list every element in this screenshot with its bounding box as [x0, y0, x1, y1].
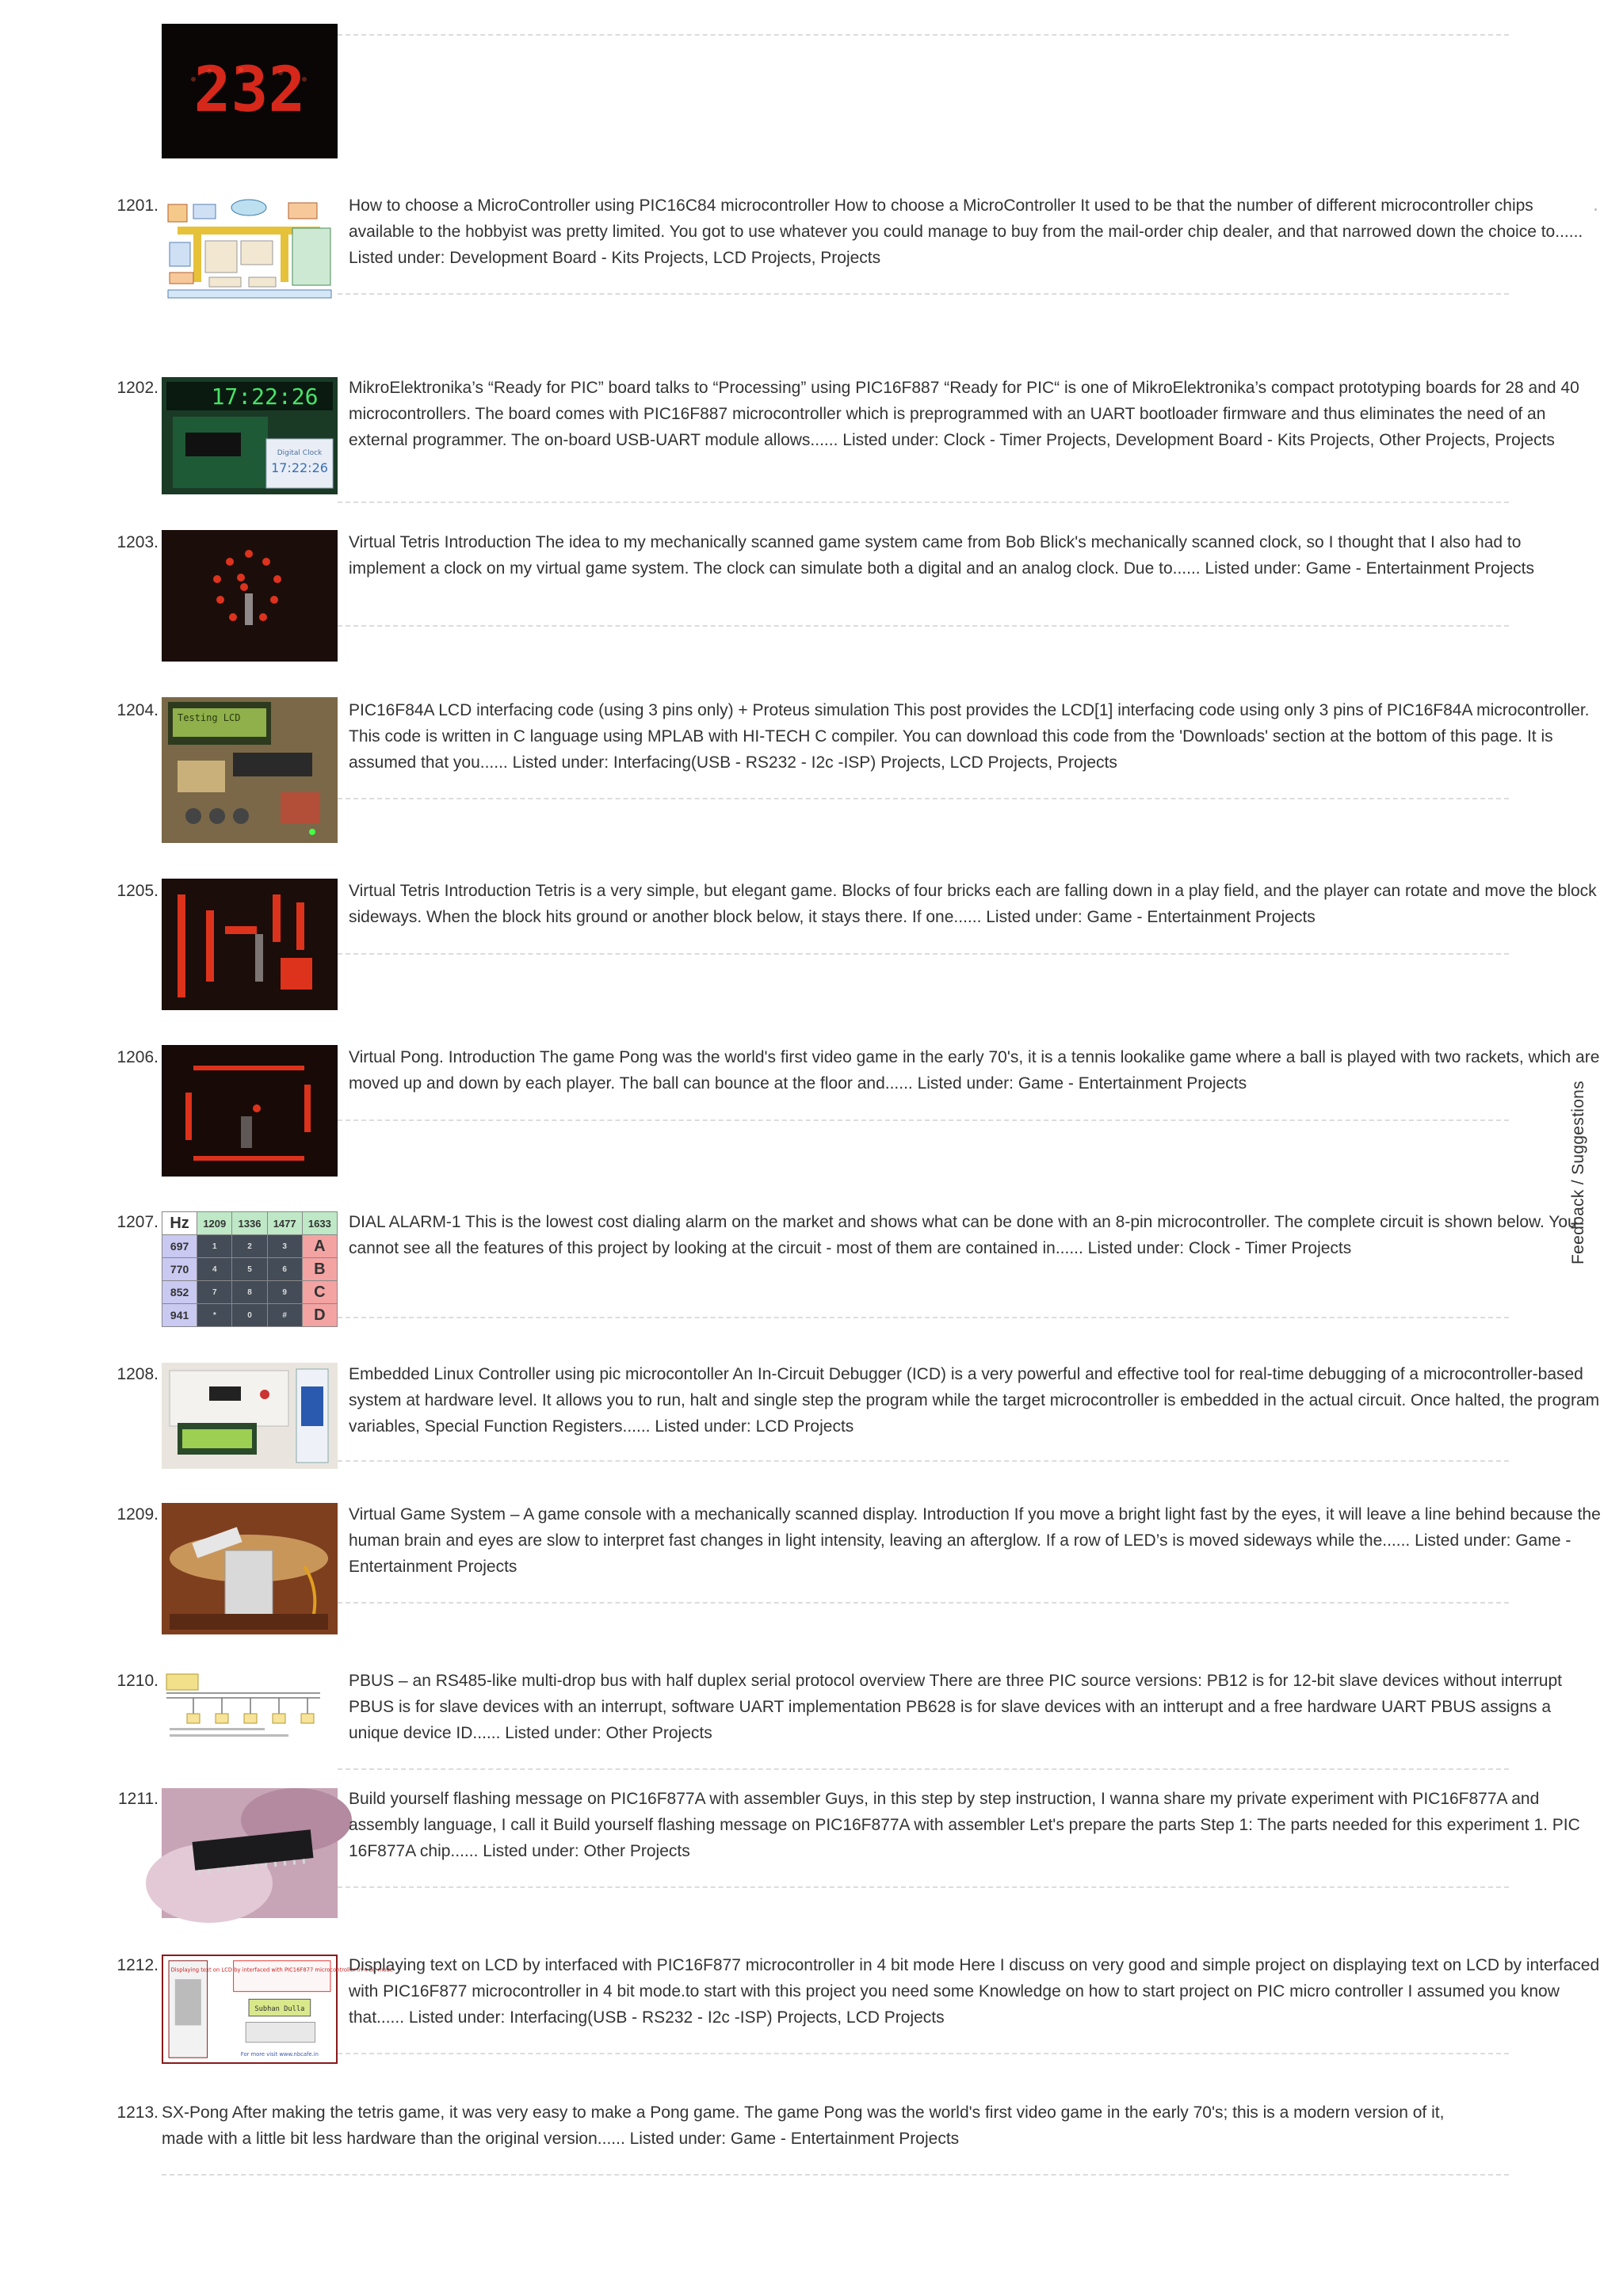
divider	[338, 2053, 1509, 2054]
divider	[338, 502, 1509, 503]
clock-label: Digital Clock	[277, 449, 323, 457]
virtual-tetris-image	[162, 879, 338, 1010]
dtmf-letter: C	[302, 1281, 337, 1304]
item-description[interactable]: PIC16F84A LCD interfacing code (using 3 pins only) + Proteus simulation This post provides the LCD[1] interfacing code using only 3 pins of PIC16F84A microcontroller. This code is written in C language using MPLAB with HI-TECH C compiler. You can download this code from the 'Downloads' section at the bottom of this page. It is assumed that you...... Listed under: Interfacing(USB - RS232 - I2c -ISP) Projects, LCD Projects, Projects	[349, 701, 1590, 772]
dtmf-letter: D	[302, 1304, 337, 1327]
game-console-image	[162, 1503, 338, 1634]
divider	[338, 625, 1509, 627]
thumbnail[interactable]	[162, 1503, 338, 1634]
divider	[338, 1886, 1509, 1888]
ready-for-pic-image	[162, 377, 338, 494]
dtmf-key: *	[197, 1304, 232, 1327]
thumbnail[interactable]	[162, 1788, 338, 1918]
thumbnail[interactable]	[162, 697, 338, 843]
item-number: 1211.	[118, 1790, 158, 1808]
poster-lcd-text: Subhan Dulla	[254, 2004, 305, 2013]
item-number: 1201.	[116, 196, 158, 215]
thumbnail[interactable]	[162, 879, 338, 1010]
feedback-tab-label: Feedback / Suggestions	[1569, 1081, 1588, 1264]
thumbnail[interactable]	[162, 1955, 393, 2064]
thumbnail[interactable]	[162, 195, 338, 302]
led-232-image	[162, 24, 338, 158]
dtmf-key: 2	[232, 1235, 267, 1258]
item-description[interactable]: PBUS – an RS485-like multi-drop bus with half duplex serial protocol overview There are three PIC source versions: PB12 is for 12-bit slave devices without interrupt PBUS is for slave devices with an interrupt, software UART implementation PB628 is for slave devices with an intterupt and a free hardware UART PBUS assigns a unique device ID...... Listed under: Other Projects	[349, 1672, 1563, 1742]
item-description[interactable]: Virtual Tetris Introduction The idea to my mechanically scanned game system came from Bob Blick's mechanically scanned clock, so I thought that I also had to implement a clock on my virtual game system. The clock can simulate both a digital and an analog clock. Due to...... Listed under: Game - Entertainment Projects	[349, 533, 1534, 578]
item-description[interactable]: MikroElektronika’s “Ready for PIC” board talks to “Processing” using PIC16F887 “Ready for PIC“ is one of MikroElektronika’s compact prototyping boards for 28 and 40 microcontrollers. The board comes with PIC16F887 microcontroller which is preprogrammed with an UART bootloader firmware and thus eliminates the need of an external programmer. The on-board USB-UART module allows...... Listed under: Clock - Timer Projects, Development Board - Kits Projects, Other Projects, Projects	[349, 379, 1579, 449]
clock-time: 17:22:26	[271, 460, 328, 475]
item-number: 1206.	[116, 1048, 158, 1066]
lcd-screen-text: Testing LCD	[178, 712, 241, 723]
dtmf-key: 0	[232, 1304, 267, 1327]
item-description[interactable]: Build yourself flashing message on PIC16F877A with assembler Guys, in this step by step instruction, I wanna share my private experiment with PIC16F877A and assembly language, I call it Build yourself flashing message on PIC16F877A with assembler Let's prepare the parts Step 1: The parts needed for this experiment 1. PIC 16F877A chip...... Listed under: Other Projects	[349, 1790, 1580, 1860]
item-number: 1208.	[116, 1365, 158, 1383]
dtmf-row-freq: 697	[162, 1235, 197, 1258]
led-digits: 232	[193, 55, 306, 126]
thumbnail[interactable]	[162, 530, 338, 662]
dtmf-key: 9	[267, 1281, 302, 1304]
divider	[338, 798, 1509, 799]
dtmf-table	[162, 1211, 338, 1327]
dtmf-header: 1209	[197, 1212, 232, 1235]
item-description[interactable]: Virtual Pong. Introduction The game Pong was the world's first video game in the early 70's, it is a tennis lookalike game where a ball is played with two rackets, which are moved up and down by each player. The ball can bounce at the floor and...... Listed under: Game - Entertainment Projects	[349, 1048, 1600, 1093]
item-number: 1203.	[116, 533, 158, 551]
divider	[338, 1317, 1509, 1318]
dtmf-letter: A	[302, 1235, 337, 1258]
thumbnail[interactable]	[162, 1045, 338, 1177]
dtmf-row-freq: 770	[162, 1258, 197, 1281]
dtmf-key: 7	[197, 1281, 232, 1304]
dtmf-key: 1	[197, 1235, 232, 1258]
decorative-dot	[1594, 208, 1597, 211]
poster-footer: For more visit www.nbcafe.in	[240, 2051, 319, 2058]
dtmf-key: 4	[197, 1258, 232, 1281]
item-description[interactable]: Displaying text on LCD by interfaced with PIC16F877 microcontroller in 4 bit mode Here I discuss on very good and simple project on displaying text on LCD by interfaced with PIC16F877 microcontroller in 4 bit mode.to start with this project you need some Knowledge on how to start project on PIC micro controller I assumed you know that...... Listed under: Interfacing(USB - RS232 - I2c -ISP) Projects, LCD Projects	[349, 1956, 1600, 2027]
dtmf-header: 1336	[232, 1212, 267, 1235]
block-diagram-image	[162, 195, 338, 302]
divider	[162, 2174, 1509, 2176]
item-number: 1210.	[116, 1672, 158, 1690]
dtmf-key: #	[267, 1304, 302, 1327]
thumbnail[interactable]	[162, 377, 338, 494]
item-description[interactable]: Embedded Linux Controller using pic microcontoller An In-Circuit Debugger (ICD) is a very powerful and effective tool for real-time debugging of a microcontroller-based system at hardware level. It allows you to run, halt and single step the program while the target microcontroller is embedded in the actual circuit. Once halted, the program variables, Special Function Registers...... Listed under: LCD Projects	[349, 1365, 1600, 1436]
virtual-pong-image	[162, 1045, 338, 1177]
dtmf-key: 3	[267, 1235, 302, 1258]
dtmf-header: 1477	[267, 1212, 302, 1235]
dtmf-key: 5	[232, 1258, 267, 1281]
thumbnail[interactable]	[162, 24, 338, 158]
divider	[338, 1119, 1509, 1121]
dtmf-row-freq: 941	[162, 1304, 197, 1327]
divider	[338, 1602, 1509, 1604]
lcd-digits: 17:22:26	[211, 383, 319, 410]
lcd-board-image	[162, 697, 338, 843]
divider	[338, 1768, 1509, 1770]
pbus-schematic-image	[162, 1669, 338, 1747]
dtmf-header: Hz	[162, 1212, 197, 1235]
poster-title: Displaying text on LCD by interfaced with PIC16F877 microcontroller in 4 bit mode	[170, 1966, 393, 1974]
item-description[interactable]: SX-Pong After making the tetris game, it was very easy to make a Pong game. The game Pong was the world's first video game in the early 70's; this is a modern version of it, made with a little bit less hardware than the original version...... Listed under: Game - Entertainment Projects	[162, 2103, 1445, 2148]
dtmf-key: 8	[232, 1281, 267, 1304]
item-number: 1212.	[116, 1956, 158, 1974]
lcd-4bit-image	[163, 1956, 393, 2062]
item-number: 1205.	[116, 882, 158, 900]
item-description[interactable]: Virtual Game System – A game console with a mechanically scanned display. Introduction If you move a bright light fast by the eyes, it will leave a line behind because the human brain and eyes are slow to interpret fast changes in light intensity, leaving an afterglow. If a row of LED’s is moved sideways while the...... Listed under: Game - Entertainment Projects	[349, 1505, 1601, 1576]
item-number: 1209.	[116, 1505, 158, 1524]
thumbnail[interactable]	[162, 1211, 338, 1327]
dtmf-key: 6	[267, 1258, 302, 1281]
dtmf-letter: B	[302, 1258, 337, 1281]
feedback-tab[interactable]	[1563, 1077, 1594, 1268]
thumbnail[interactable]	[162, 1669, 338, 1747]
item-number: 1204.	[116, 701, 158, 719]
divider	[338, 34, 1509, 36]
item-number: 1202.	[116, 379, 158, 397]
virtual-clock-image	[162, 530, 338, 662]
icd-breadboard-image	[162, 1363, 338, 1469]
divider	[338, 293, 1509, 295]
divider	[338, 953, 1509, 955]
item-description[interactable]: Virtual Tetris Introduction Tetris is a very simple, but elegant game. Blocks of four bricks each are falling down in a play field, and the player can rotate and move the block sideways. When the block hits ground or another block below, it stays there. If one...... Listed under: Game - Entertainment Projects	[349, 882, 1597, 926]
dtmf-row-freq: 852	[162, 1281, 197, 1304]
divider	[338, 1460, 1509, 1462]
item-description[interactable]: DIAL ALARM-1 This is the lowest cost dialing alarm on the market and shows what can be done with an 8-pin microcontroller. The complete circuit is shown below. You cannot see all the features of this project by looking at the circuit - most of them are contained in...... Listed under: Clock - Timer Projects	[349, 1213, 1577, 1257]
dtmf-header: 1633	[302, 1212, 337, 1235]
thumbnail[interactable]	[162, 1363, 338, 1469]
item-number: 1213.	[116, 2103, 158, 2122]
item-number: 1207.	[116, 1213, 158, 1231]
item-description[interactable]: How to choose a MicroController using PIC16C84 microcontroller How to choose a MicroController It used to be that the number of different microcontroller chips available to the hobbyist was pretty limited. You got to use whatever you could manage to buy from the mail-order chip dealer, and that narrowed down the choice to...... Listed under: Development Board - Kits Projects, LCD Projects, Projects	[349, 196, 1583, 267]
pic-chip-image	[162, 1788, 338, 1918]
